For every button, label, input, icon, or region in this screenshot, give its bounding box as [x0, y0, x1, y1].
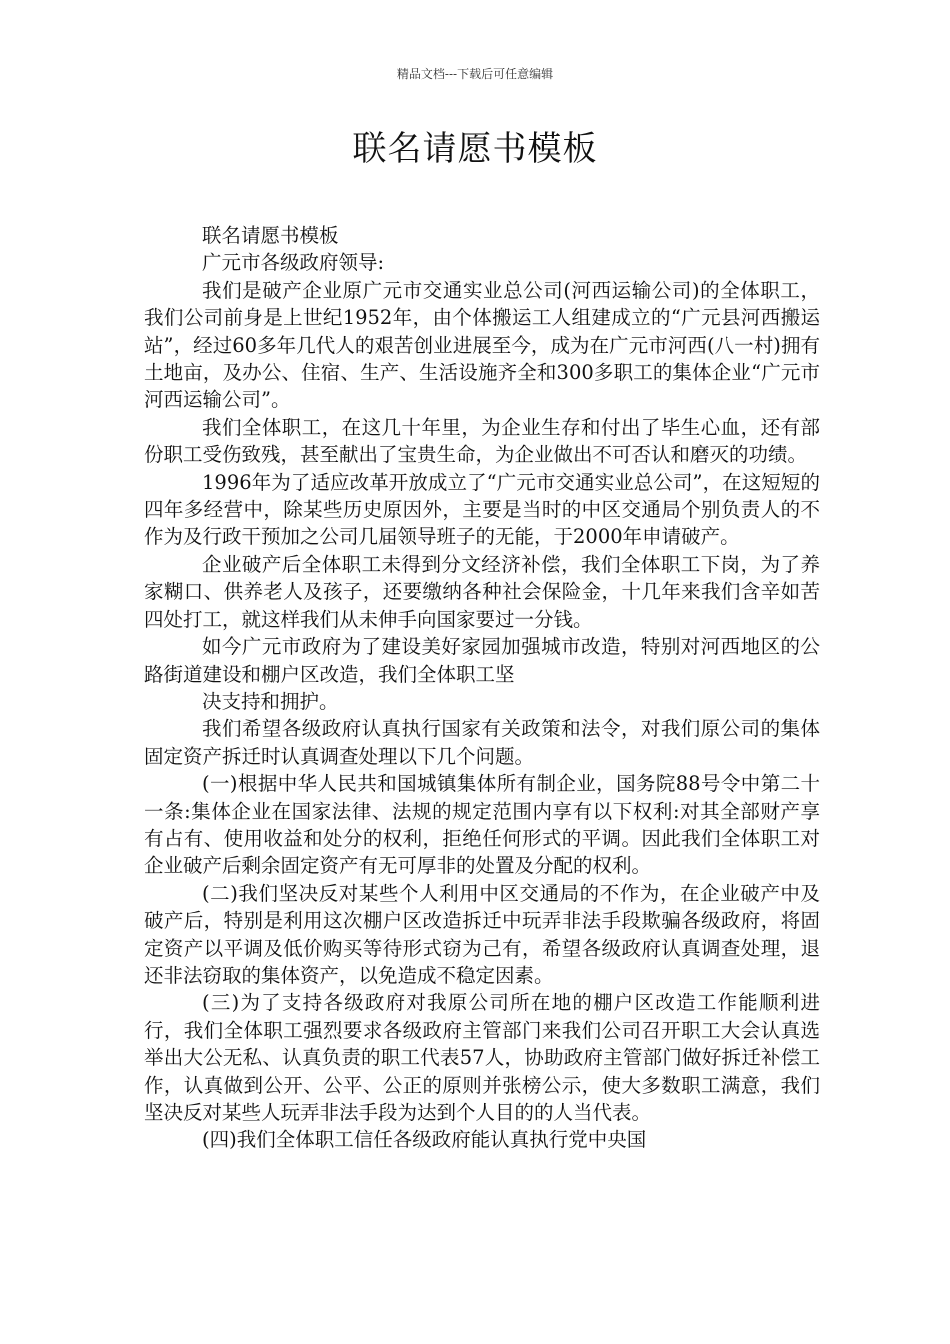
document-body	[144, 222, 820, 1154]
header-note: 精品文档---下载后可任意编辑	[396, 67, 554, 81]
paragraph: 决支持和拥护。	[202, 689, 339, 713]
paragraph-salutation: 广元市各级政府领导:	[202, 251, 385, 275]
paragraph: 如今广元市政府为了建设美好家园加强城市改造，特别对河西地区的公路街道建设和棚户区改造，我们全体职工坚	[144, 635, 820, 686]
paragraph: 1996年为了适应改革开放成立了“广元市交通实业总公司”，在这短短的四年多经营中，除某些历史原因外，主要是当时的中区交通局个别负责人的不作为及行政干预加之公司几届领导班子的无能，于2000年申请破产。	[144, 470, 820, 549]
document-title: 联名请愿书模板	[352, 129, 598, 169]
paragraph: 我们是破产企业原广元市交通实业总公司(河西运输公司)的全体职工，我们公司前身是上世纪1952年，由个体搬运工人组建成立的“广元县河西搬运站”，经过60多年几代人的艰苦创业进展至今，成为在广元市河西(八一村)拥有土地亩，及办公、住宿、生产、生活设施齐全和300多职工的集体企业“广元市河西运输公司”。	[144, 278, 820, 412]
paragraph-item-1: (一)根据中华人民共和国城镇集体所有制企业，国务院88号令中第二十一条:集体企业在国家法律、法规的规定范围内享有以下权利:对其全部财产享有占有、使用收益和处分的权利，拒绝任何形式的平调。因此我们全体职工对企业破产后剩余固定资产有无可厚非的处置及分配的权利。	[144, 772, 820, 878]
paragraph-heading: 联名请愿书模板	[202, 224, 339, 247]
paragraph-item-4: (四)我们全体职工信任各级政府能认真执行党中央国	[202, 1128, 647, 1152]
paragraph: 我们全体职工，在这几十年里，为企业生存和付出了毕生心血，还有部份职工受伤致残，甚至献出了宝贵生命，为企业做出不可否认和磨灭的功绩。	[144, 415, 820, 467]
paragraph-item-3: (三)为了支持各级政府对我原公司所在地的棚户区改造工作能顺利进行，我们全体职工强烈要求各级政府主管部门来我们公司召开职工大会认真选举出大公无私、认真负责的职工代表57人，协助政府主管部门做好拆迁补偿工作，认真做到公开、公平、公正的原则并张榜公示，使大多数职工满意，我们坚决反对某些人玩弄非法手段为达到个人目的的人当代表。	[144, 991, 820, 1124]
paragraph-item-2: (二)我们坚决反对某些个人利用中区交通局的不作为，在企业破产中及破产后，特别是利用这次棚户区改造拆迁中玩弄非法手段欺骗各级政府，将固定资产以平调及低价购买等待形式窃为己有，希望各级政府认真调查处理，退还非法窃取的集体资产，以免造成不稳定因素。	[144, 881, 820, 987]
paragraph: 我们希望各级政府认真执行国家有关政策和法令，对我们原公司的集体固定资产拆迁时认真调查处理以下几个问题。	[144, 717, 820, 768]
paragraph: 企业破产后全体职工未得到分文经济补偿，我们全体职工下岗，为了养家糊口、供养老人及孩子，还要缴纳各种社会保险金，十几年来我们含辛如苦四处打工，就这样我们从未伸手向国家要过一分钱。	[144, 552, 820, 631]
